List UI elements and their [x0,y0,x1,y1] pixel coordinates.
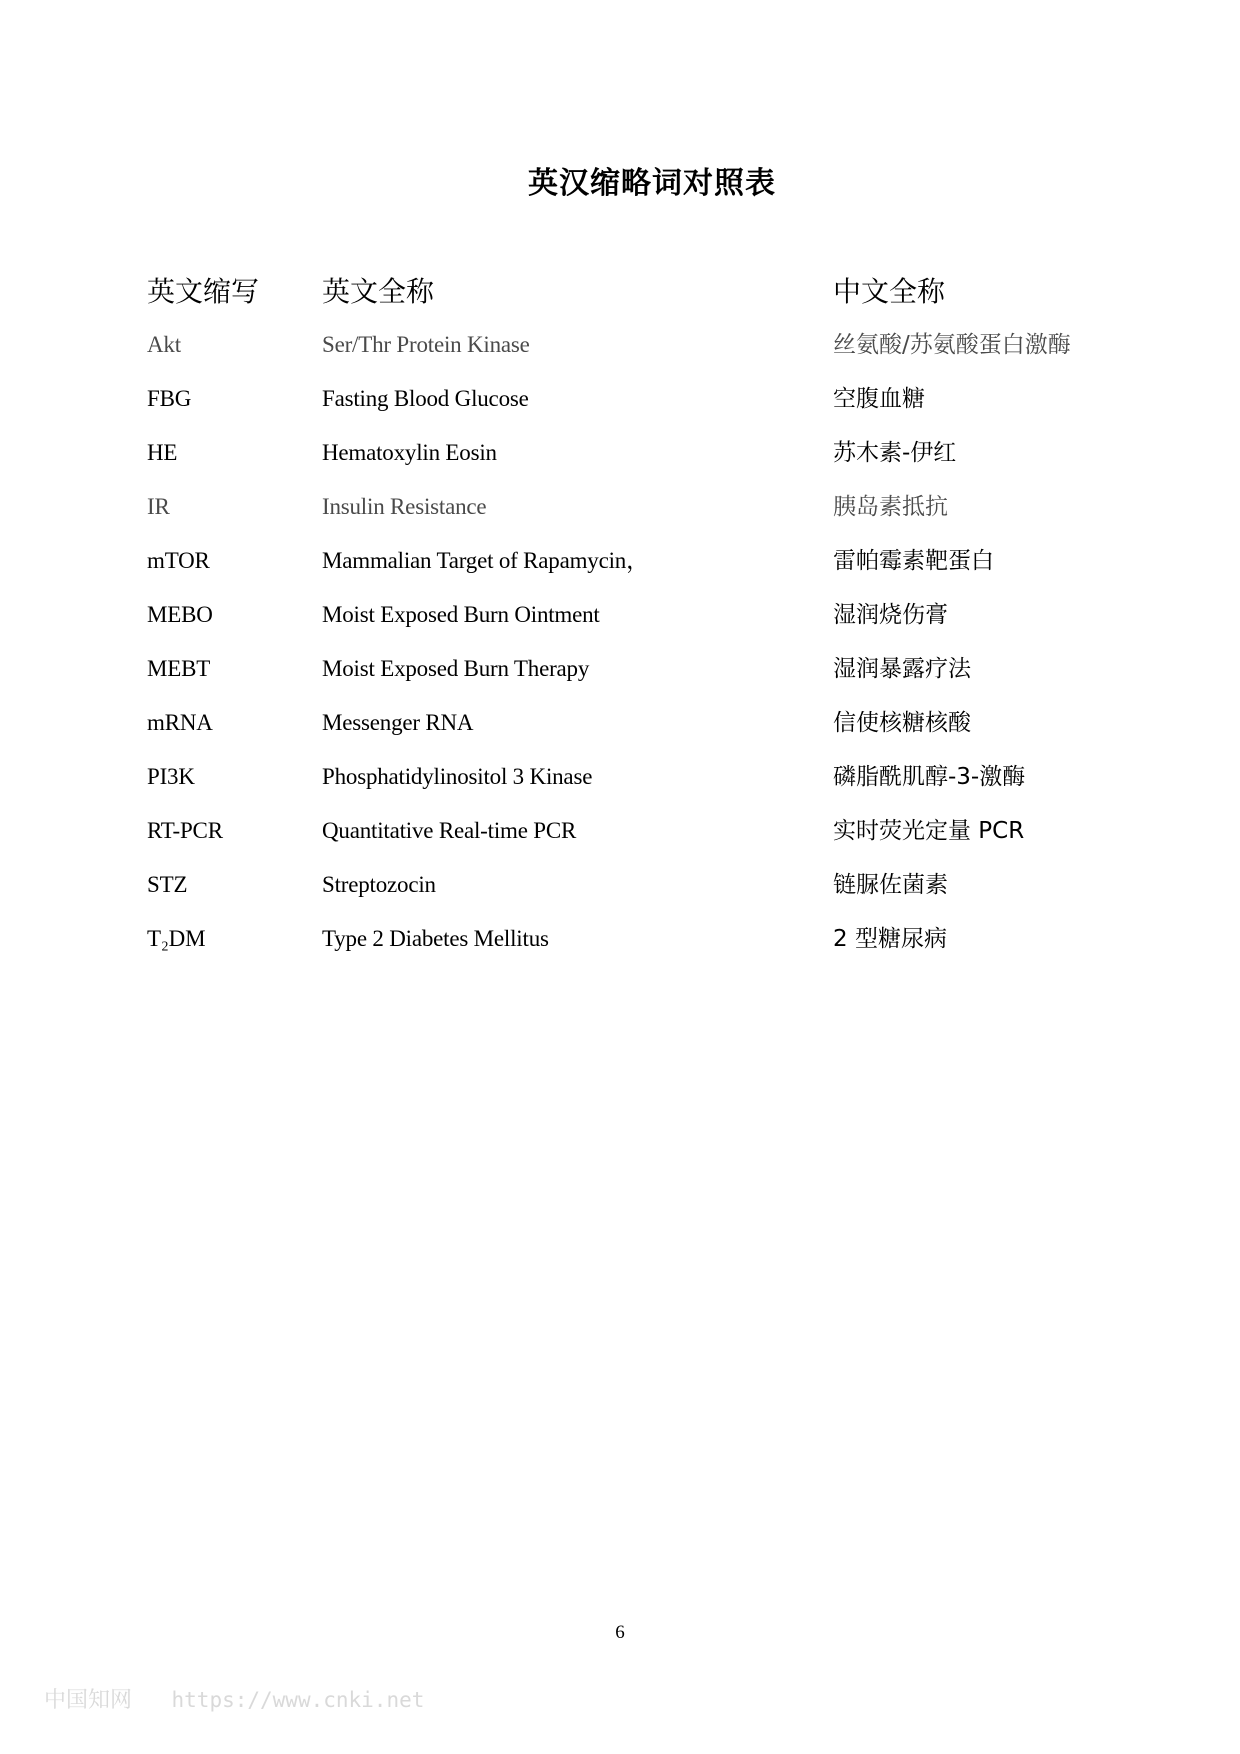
row-english-full-name: Quantitative Real-time PCR [322,818,577,843]
row-english-full-name: Phosphatidylinositol 3 Kinase [322,764,593,789]
table-row [0,757,1240,811]
header-english-full-name: 英文全称 [322,275,435,308]
header-chinese-full-name: 中文全称 [833,275,946,308]
row-english-full-name: Streptozocin [322,872,436,897]
row-chinese-full-name: 湿润烧伤膏 [833,602,948,628]
table-row [0,325,1240,379]
row-english-full-name: Type 2 Diabetes Mellitus [322,926,549,951]
row-chinese-full-name: 雷帕霉素靶蛋白 [833,548,994,574]
row-abbreviation: PI3K [147,764,195,789]
row-chinese-full-name: 湿润暴露疗法 [833,656,971,682]
row-abbreviation: T₂DM [147,926,206,951]
table-row [0,595,1240,649]
header-abbreviation: 英文缩写 [147,275,260,308]
row-chinese-full-name: 实时荧光定量 PCR [833,818,1025,844]
row-chinese-full-name: 胰岛素抵抗 [833,494,948,520]
row-abbreviation: MEBO [147,602,213,627]
row-abbreviation: MEBT [147,656,211,681]
table-row [0,919,1240,973]
row-english-full-name: Moist Exposed Burn Therapy [322,656,590,681]
row-english-full-name: Moist Exposed Burn Ointment [322,602,600,627]
row-chinese-full-name: 丝氨酸/苏氨酸蛋白激酶 [833,332,1071,358]
row-abbreviation: IR [147,494,170,519]
row-chinese-full-name: 磷脂酰肌醇-3-激酶 [833,764,1026,790]
row-abbreviation: mRNA [147,710,213,735]
row-chinese-full-name: 链脲佐菌素 [833,872,948,898]
row-english-full-name: Insulin Resistance [322,494,487,519]
table-row [0,811,1240,865]
table-row [0,865,1240,919]
row-abbreviation: STZ [147,872,188,897]
row-english-full-name: Fasting Blood Glucose [322,386,529,411]
watermark [44,1683,424,1714]
row-english-full-name: Ser/Thr Protein Kinase [322,332,530,357]
row-abbreviation: Akt [147,332,181,357]
table-row [0,703,1240,757]
row-abbreviation: RT-PCR [147,818,223,843]
row-english-full-name: Messenger RNA [322,710,474,735]
table-row [0,541,1240,595]
row-chinese-full-name: 空腹血糖 [833,386,925,412]
row-abbreviation: HE [147,440,178,465]
table-row [0,379,1240,433]
row-abbreviation: mTOR [147,548,210,573]
page-number: 6 [615,1622,625,1643]
watermark-name: 中国知网 [44,1688,133,1713]
table-header [0,270,1240,310]
row-chinese-full-name: 苏木素-伊红 [833,440,957,466]
table-row [0,649,1240,703]
page-title: 英汉缩略词对照表 [528,166,776,201]
row-chinese-full-name: 2 型糖尿病 [833,926,947,952]
row-chinese-full-name: 信使核糖核酸 [833,710,971,736]
table-row [0,433,1240,487]
watermark-url: https://www.cnki.net [171,1688,425,1712]
row-english-full-name: Hematoxylin Eosin [322,440,497,465]
row-english-full-name: Mammalian Target of Rapamycin， [322,548,649,573]
row-abbreviation: FBG [147,386,192,411]
abbreviation-table [0,325,1240,973]
table-row [0,487,1240,541]
